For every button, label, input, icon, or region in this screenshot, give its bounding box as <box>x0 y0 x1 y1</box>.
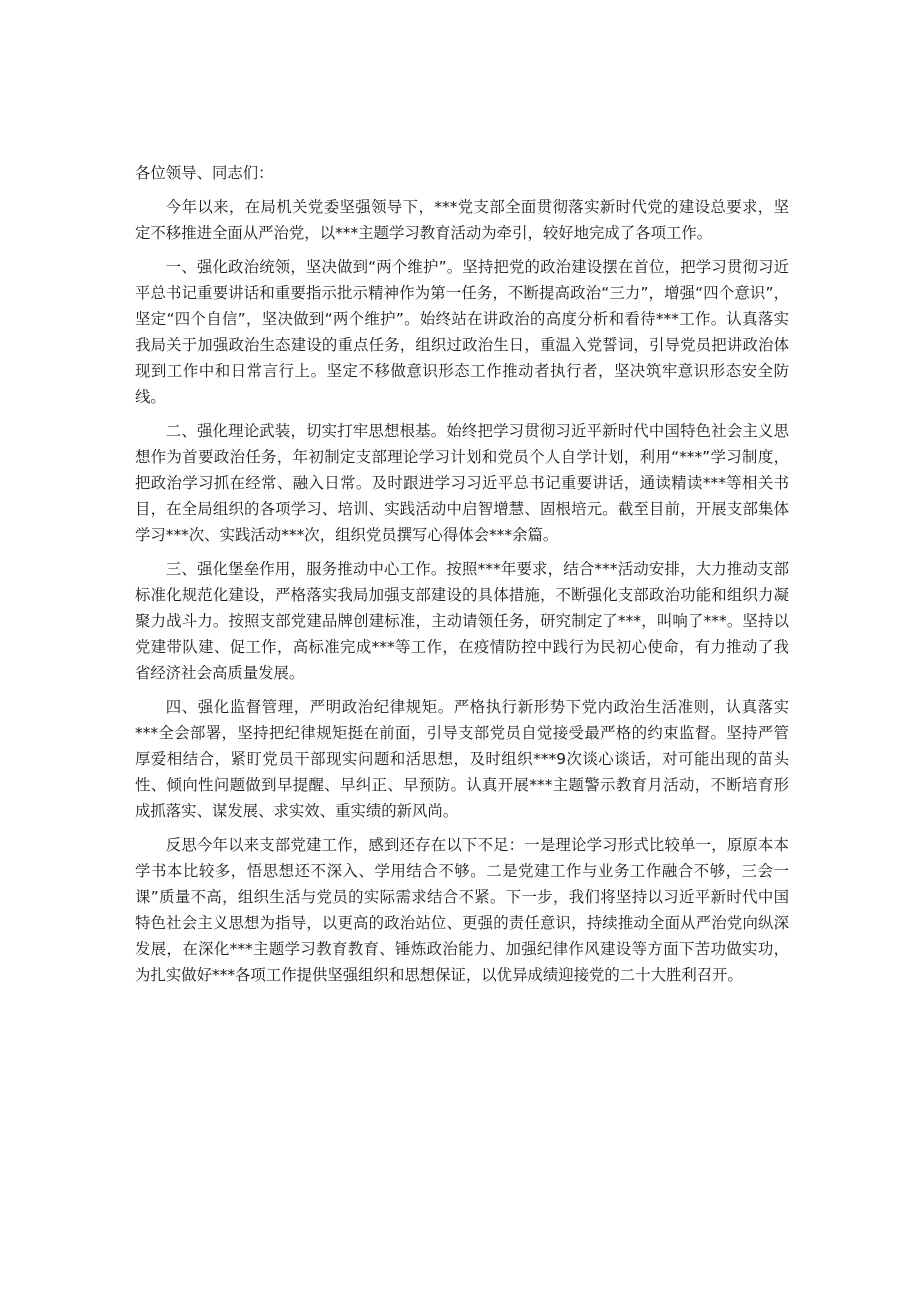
paragraph-section-2: 二、强化理论武装，切实打牢思想根基。始终把学习贯彻习近平新时代中国特色社会主义思想作为首要政治任务，年初制定支部理论学习计划和党员个人自学计划，利用“***”学习制度，把政治学习抓在经常、融入日常。及时跟进学习习近平总书记重要讲话，通读精读***等相关书目，在全局组织的各项学习、培训、实践活动中启智增慧、固根培元。截至目前，开展支部集体学习***次、实践活动***次，组织党员撰写心得体会***余篇。 <box>135 422 789 544</box>
paragraph-reflection: 反思今年以来支部党建工作，感到还存在以下不足：一是理论学习形式比较单一，原原本本学书本比较多，悟思想还不深入、学用结合不够。二是党建工作与业务工作融合不够，三会一课”质量不高，组织生活与党员的实际需求结合不紧。下一步，我们将坚持以习近平新时代中国特色社会主义思想为指导，以更高的政治站位、更强的责任意识，持续推动全面从严治党向纵深发展，在深化***主题学习教育教育、锤炼政治能力、加强纪律作风建设等方面下苦功做实功，为扎实做好***各项工作提供坚强组织和思想保证，以优异成绩迎接党的二十大胜利召开。 <box>135 836 789 984</box>
paragraph-section-1: 一、强化政治统领，坚决做到“两个维护”。坚持把党的政治建设摆在首位，把学习贯彻习近平总书记重要讲话和重要指示批示精神作为第一任务，不断提高政治“三力”，增强“四个意识”，坚定“四个自信”，坚决做到“两个维护”。始终站在讲政治的高度分析和看待***工作。认真落实我局关于加强政治生态建设的重点任务，组织过政治生日，重温入党誓词，引导党员把讲政治体现到工作中和日常言行上。坚定不移做意识形态工作推动者执行者，坚决筑牢意识形态安全防线。 <box>135 258 789 406</box>
paragraph-intro: 今年以来，在局机关党委坚强领导下，***党支部全面贯彻落实新时代党的建设总要求，坚定不移推进全面从严治党，以***主题学习教育活动为牵引，较好地完成了各项工作。 <box>135 198 789 242</box>
document-body <box>135 160 789 996</box>
paragraph-section-3: 三、强化堡垒作用，服务推动中心工作。按照***年要求，结合***活动安排，大力推动支部标准化规范化建设，严格落实我局加强支部建设的具体措施，不断强化支部政治功能和组织力凝聚力战斗力。按照支部党建品牌创建标准，主动请领任务，研究制定了***，叫响了***。坚持以党建带队建、促工作，高标准完成***等工作，在疫情防控中践行为民初心使命，有力推动了我省经济社会高质量发展。 <box>135 560 789 682</box>
salutation: 各位领导、同志们： <box>135 164 274 182</box>
paragraph-section-4: 四、强化监督管理，严明政治纪律规矩。严格执行新形势下党内政治生活准则，认真落实***全会部署，坚持把纪律规矩挺在前面，引导支部党员自觉接受最严格的约束监督。坚持严管厚爱相结合，紧盯党员干部现实问题和活思想，及时组织***9次谈心谈话，对可能出现的苗头性、倾向性问题做到早提醒、早纠正、早预防。认真开展***主题警示教育月活动，不断培育形成抓落实、谋发展、求实效、重实绩的新风尚。 <box>135 698 789 820</box>
